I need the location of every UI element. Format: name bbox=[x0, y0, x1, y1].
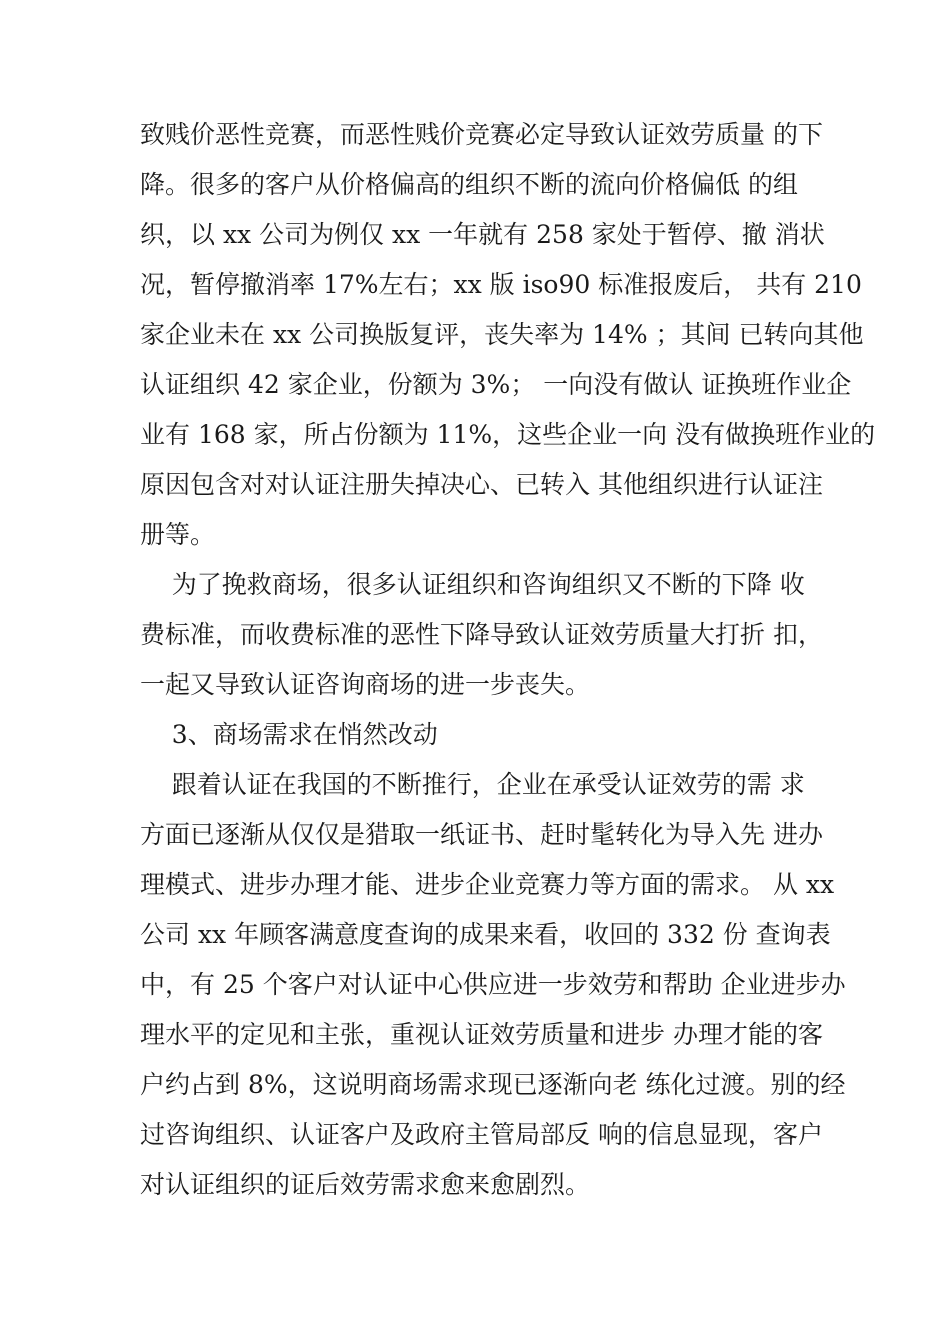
text-line: 对认证组织的证后效劳需求愈来愈剧烈。 bbox=[140, 1170, 591, 1199]
text-line: 中，有 25 个客户对认证中心供应进一步效劳和帮助 企业进步办 bbox=[140, 970, 846, 999]
text-line: 降。很多的客户从价格偏高的组织不断的流向价格偏低 的组 bbox=[140, 170, 798, 199]
text-line: 方面已逐渐从仅仅是猎取一纸证书、赶时髦转化为导入先 进办 bbox=[140, 820, 823, 849]
document-body bbox=[140, 110, 876, 1210]
paragraph-market-loss bbox=[140, 110, 876, 560]
text-line: 理水平的定见和主张，重视认证效劳质量和进步 办理才能的客 bbox=[140, 1020, 823, 1049]
text-line: 况，暂停撤消率 17%左右；xx 版 iso90 标准报废后， 共有 210 bbox=[140, 270, 862, 299]
text-line: 理模式、进步办理才能、进步企业竞赛力等方面的需求。 从 xx bbox=[140, 870, 835, 899]
text-line: 业有 168 家，所占份额为 11%，这些企业一向 没有做换班作业的 bbox=[140, 420, 876, 449]
text-line: 过咨询组织、认证客户及政府主管局部反 响的信息显现，客户 bbox=[140, 1120, 823, 1149]
text-line: 跟着认证在我国的不断推行，企业在承受认证效劳的需 求 bbox=[140, 770, 805, 799]
text-line: 为了挽救商场，很多认证组织和咨询组织又不断的下降 收 bbox=[140, 570, 805, 599]
text-line: 费标准，而收费标准的恶性下降导致认证效劳质量大打折 扣， bbox=[140, 620, 823, 649]
text-line: 原因包含对对认证注册失掉决心、已转入 其他组织进行认证注 bbox=[140, 470, 823, 499]
text-line: 一起又导致认证咨询商场的进一步丧失。 bbox=[140, 670, 591, 699]
section-heading: 3、商场需求在悄然改动 bbox=[140, 720, 438, 749]
text-line: 织，以 xx 公司为例仅 xx 一年就有 258 家处于暂停、撤 消状 bbox=[140, 220, 825, 249]
text-line: 致贱价恶性竞赛，而恶性贱价竞赛必定导致认证效劳质量 的下 bbox=[140, 120, 823, 149]
text-line: 册等。 bbox=[140, 520, 216, 549]
text-line: 户约占到 8%，这说明商场需求现已逐渐向老 练化过渡。别的经 bbox=[140, 1070, 846, 1099]
text-line: 家企业未在 xx 公司换版复评，丧失率为 14% ；其间 已转向其他 bbox=[140, 320, 864, 349]
paragraph-demand-change bbox=[140, 760, 846, 1210]
paragraph-price-cutting bbox=[140, 560, 840, 710]
section-heading-demand-change bbox=[140, 710, 840, 760]
text-line: 认证组织 42 家企业，份额为 3%； 一向没有做认 证换班作业企 bbox=[140, 370, 852, 399]
text-line: 公司 xx 年顾客满意度查询的成果来看，收回的 332 份 查询表 bbox=[140, 920, 831, 949]
